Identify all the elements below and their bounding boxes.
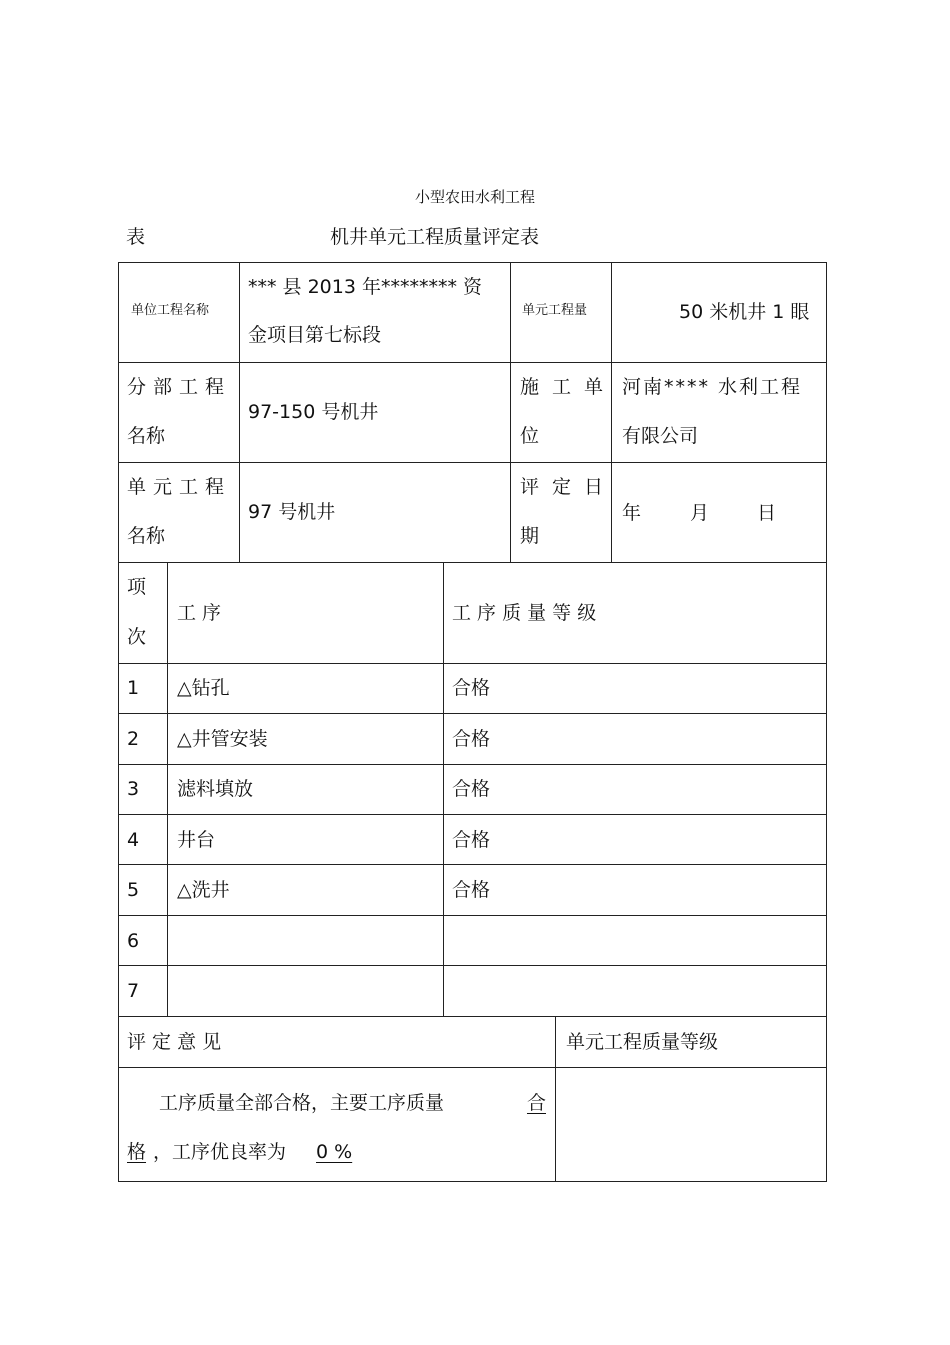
document-supertitle: 小型农田水利工程 [414,188,535,206]
process-grade: 合格 [452,677,491,699]
table-border-right [826,262,827,1182]
row-number: 2 [127,728,140,750]
row-divider [118,1016,827,1017]
unit-quantity-label: 单元工程量 [522,303,588,318]
unit-name-label-line1: 单元工程 [127,476,232,498]
row-number: 6 [127,930,140,952]
process-name: △钻孔 [177,677,230,699]
table-border-left [118,262,119,1182]
unit-quality-grade-label: 单元工程质量等级 [566,1031,719,1053]
eval-date-year: 年 [622,502,642,524]
unit-project-name-line2: 金项目第七标段 [248,324,382,346]
evaluation-blank-main-grade-a: 合 [526,1092,546,1114]
unit-name-label-line2: 名称 [127,525,166,547]
process-grade: 合格 [452,829,491,851]
row-divider [118,1067,827,1068]
row-divider [118,915,827,916]
document-title: 机井单元工程质量评定表 [330,226,540,248]
unit-project-name-label: 单位工程名称 [131,303,210,318]
eval-date-month: 月 [690,502,710,524]
col-divider [443,562,444,1016]
row-number: 7 [127,980,140,1002]
division-project-label-line1: 分部工程 [127,376,232,398]
process-name: △井管安装 [177,728,268,750]
process-name: △洗井 [177,879,230,901]
col-divider [167,562,168,1016]
col-divider [611,262,612,562]
col-item-label-line1: 项 [127,576,147,598]
process-name: 井台 [177,829,216,851]
process-grade: 合格 [452,879,491,901]
process-grade: 合格 [452,778,491,800]
row-number: 4 [127,829,140,851]
col-process-header: 工 序 [177,602,222,624]
unit-quantity-value: 50 米机井 1 眼 [679,301,810,323]
row-number: 5 [127,879,140,901]
row-number: 1 [127,677,140,699]
col-grade-header: 工 序 质 量 等 级 [452,602,597,624]
unit-name-value: 97 号机井 [248,501,336,523]
eval-date-label-line2: 期 [520,525,540,547]
constructor-value-line2: 有限公司 [622,425,699,447]
process-grade: 合格 [452,728,491,750]
evaluation-text-part1: 工序质量全部合格，主要工序质量 [159,1092,445,1114]
row-number: 3 [127,778,140,800]
table-number-label: 表 [126,226,146,248]
eval-date-label-line1: 评定日 [520,476,617,498]
row-divider [118,562,827,563]
row-divider [118,965,827,966]
constructor-label-line2: 位 [520,425,540,447]
eval-date-day: 日 [757,502,777,524]
table-border-bottom [118,1181,827,1182]
unit-project-name-line1: *** 县 2013 年******** 资 [248,276,483,298]
col-divider [555,1016,556,1182]
evaluation-blank-main-grade-b: 格 [127,1141,147,1163]
constructor-label-line1: 施工单 [520,376,617,398]
col-item-label-line2: 次 [127,626,147,648]
evaluation-opinion-label: 评 定 意 见 [127,1031,222,1053]
constructor-value-line1: 河南**** 水利工程 [622,376,803,398]
division-project-value: 97-150 号机井 [248,401,379,423]
division-project-label-line2: 名称 [127,425,166,447]
evaluation-text-part2: ，工序优良率为 [153,1141,287,1163]
evaluation-blank-excellent-rate: 0 % [316,1141,353,1163]
col-divider [510,262,511,562]
col-divider [239,262,240,562]
process-name: 滤料填放 [177,778,254,800]
